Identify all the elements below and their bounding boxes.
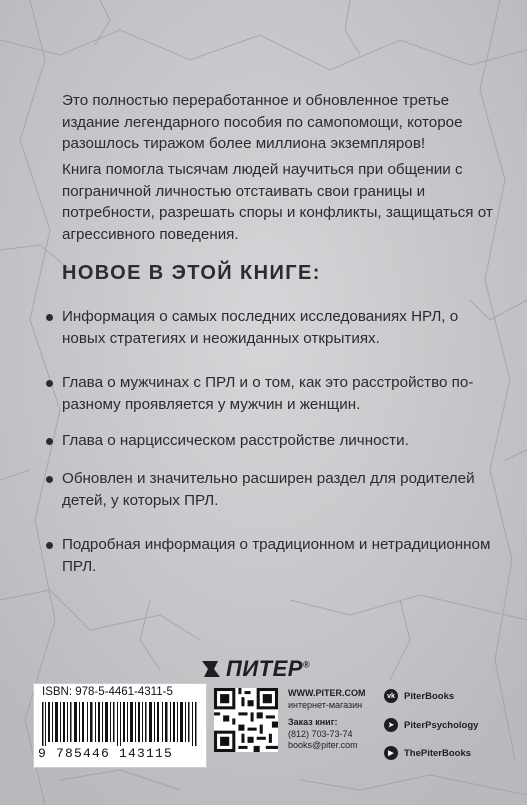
barcode-icon	[42, 702, 198, 746]
bullet-dot-icon	[46, 380, 53, 387]
section-heading: НОВОЕ В ЭТОЙ КНИГЕ:	[62, 262, 321, 284]
phone-number: (812) 703-73-74	[288, 728, 353, 739]
bullet-dot-icon	[46, 314, 53, 321]
telegram-icon: ➤	[384, 718, 398, 732]
qr-code-icon	[214, 688, 278, 752]
list-item	[62, 372, 502, 415]
website-link[interactable]: WWW.PITER.COM	[288, 688, 366, 698]
bullet-dot-icon	[46, 542, 53, 549]
intro-paragraph-2: Книга помогла тысячам людей научиться при общении с пограничной личностью отстаивать свои границы и потребности, разрешать споры и конфликты, защищаться от агрессивного поведения.	[62, 161, 493, 243]
list-item	[62, 468, 502, 511]
social-link-vk[interactable]: vk PiterBooks	[384, 689, 454, 703]
publisher-logo	[200, 655, 310, 683]
email-link[interactable]: books@piter.com	[288, 740, 358, 750]
contact-info	[288, 688, 366, 752]
bullet-dot-icon	[46, 438, 53, 445]
youtube-icon: ▶	[384, 746, 398, 760]
bullet-dot-icon	[46, 476, 53, 483]
list-item-text: Подробная информация о традиционном и нетрадиционном ПРЛ.	[62, 536, 491, 575]
list-item	[62, 534, 502, 577]
list-item	[62, 306, 502, 349]
shop-label: интернет-магазин	[288, 699, 363, 710]
piter-logo-icon	[200, 658, 222, 680]
list-item-text: Обновлен и значительно расширен раздел для родителей детей, у которых ПРЛ.	[62, 470, 475, 509]
barcode-panel	[33, 683, 207, 768]
social-link-youtube[interactable]: ▶ ThePiterBooks	[384, 746, 471, 760]
list-item-text: Глава о мужчинах с ПРЛ и о том, как это расстройство по-разному проявляется у мужчин и женщин.	[62, 374, 474, 413]
publisher-logo-text: ПИТЕР®	[226, 656, 311, 681]
list-item	[62, 430, 502, 452]
vk-icon: vk	[384, 689, 398, 703]
barcode-number: 9 785446 143115	[38, 746, 174, 761]
intro-paragraph-1: Это полностью переработанное и обновленное третье издание легендарного пособия по самопомощи, которое разошлось тиражом более миллиона экземпляров!	[62, 92, 463, 152]
isbn-label: ISBN: 978-5-4461-4311-5	[42, 686, 173, 698]
list-item-text: Информация о самых последних исследованиях НРЛ, о новых стратегиях и неожиданных открытиях.	[62, 308, 459, 347]
order-label: Заказ книг:	[288, 717, 338, 727]
list-item-text: Глава о нарциссическом расстройстве личности.	[62, 432, 409, 449]
social-link-telegram[interactable]: ➤ PiterPsychology	[384, 718, 478, 732]
